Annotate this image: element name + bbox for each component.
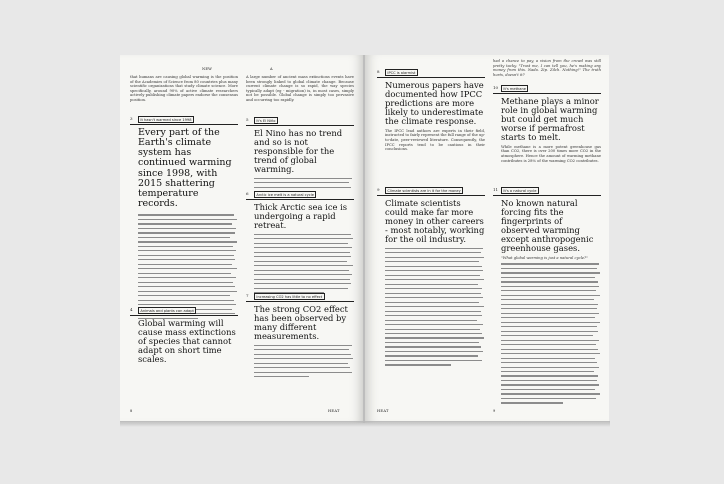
item-number: 11 <box>493 187 499 192</box>
item-number: 4 <box>130 307 133 312</box>
body-text-block <box>385 248 485 366</box>
item-4 <box>130 307 238 366</box>
item-tag: It's a natural cycle <box>501 187 539 194</box>
divider <box>493 195 601 196</box>
divider <box>130 315 238 316</box>
item-headline: Every part of the Earth's climate system has continued warming since 1998, with 2015 shattering temperature records. <box>138 126 232 210</box>
item-tag: It hasn't warmed since 1998 <box>138 116 194 123</box>
divider <box>246 301 354 302</box>
right-folio: 9 <box>493 409 496 413</box>
page-shadow <box>120 421 610 427</box>
item-number: 7 <box>246 293 249 298</box>
intro-text: that humans are causing global warming is the position of the Academies of Science from 80 countries plus many scientific organizations that study climate science. More specifically, around 90% of active climate researchers actively publishing climate papers endorse the consensus position. <box>130 75 238 102</box>
item-number: 5 <box>246 117 249 122</box>
item-tag: Arctic ice melt is a natural cycle <box>254 191 316 198</box>
right-page <box>365 55 609 423</box>
divider <box>246 125 354 126</box>
item-headline: No known natural forcing fits the fingerprints of observed warming except anthropogenic greenhouse gases. <box>501 197 594 253</box>
right-folio-label: HEAT <box>377 409 389 413</box>
item-tag: IPCC is alarmist <box>385 69 418 76</box>
item-tag: It's methane <box>501 85 528 92</box>
magazine-spread <box>120 55 610 425</box>
body-text-block <box>138 214 238 318</box>
natural-cycle-quote: "What global warming is just a natural cycle?" <box>501 255 588 260</box>
item-9 <box>377 187 485 369</box>
item-5 <box>246 117 354 196</box>
item-tag: It's El Niño <box>254 117 278 124</box>
item-tag: Increasing CO2 has little to no effect <box>254 293 325 300</box>
item-8 <box>377 69 485 152</box>
item-number: 6 <box>246 191 249 196</box>
top-quote: had a chance to pay, a vision from the crowd was still pretty tacky. "Trust me, I can tell you, he's making any money from this. Nada. Zip. Zilch. Nothing!" The truth hurts, doesn't it? <box>493 59 601 77</box>
left-page <box>120 55 364 423</box>
body-text-block <box>254 234 354 293</box>
item-11 <box>493 187 601 407</box>
divider <box>493 93 601 94</box>
left-folio-label: HEAT <box>328 409 340 413</box>
divider <box>246 199 354 200</box>
item-number: 10 <box>493 85 499 90</box>
item-number: 8 <box>377 69 380 74</box>
item-number: 9 <box>377 187 380 192</box>
left-folio: 8 <box>130 409 133 413</box>
body-text-block <box>501 263 601 403</box>
extinction-text: A large number of ancient mass extinctions events have been strongly linked to global climate change. Because current climate change is so rapid, the way species typically adapt (eg - migration) is, in most cases, simply not be possible. Global change is simply too pervasive and occurring too rapidly. <box>246 75 354 102</box>
divider <box>377 77 485 78</box>
divider <box>130 124 238 125</box>
item-headline: Global warming will cause mass extinctions of species that cannot adapt on short time scales. <box>138 317 236 364</box>
item-headline: Climate scientists could make far more money in other careers - most notably, working for the oil industry. <box>385 197 485 244</box>
divider <box>377 195 485 196</box>
body-text-block <box>254 345 354 378</box>
item-headline: El Nino has no trend and so is not responsible for the trend of global warming. <box>254 127 343 174</box>
item-6 <box>246 191 354 297</box>
methane-text: While methane is a more potent greenhouse gas than CO2, there is over 200 times more CO2 in the atmosphere. Hence the amount of warming methane contributes is 28% of the warming CO2 contributes. <box>501 144 601 163</box>
item-3 <box>130 116 238 322</box>
item-headline: The strong CO2 effect has been observed by many different measurements. <box>254 303 348 341</box>
left-header-num: A <box>270 67 273 71</box>
item-headline: Methane plays a minor role in global warming but could get much worse if permafrost starts to melt. <box>501 95 599 142</box>
item-number: 3 <box>130 116 133 121</box>
ipcc-text: The IPCC lead authors are experts in their field, instructed to fairly represent the full range of the up-to-date, peer-reviewed literature. Consequently, the IPCC reports tend to be cautious in their conclusions. <box>385 128 485 152</box>
item-tag: Climate scientists are in it for the money <box>385 187 463 194</box>
item-7 <box>246 293 354 381</box>
left-header-tag: NEW <box>202 67 213 71</box>
item-10 <box>493 85 601 163</box>
item-headline: Numerous papers have documented how IPCC predictions are more likely to underestimate the climate response. <box>385 79 484 126</box>
item-tag: Animals and plants can adapt <box>138 307 196 314</box>
item-headline: Thick Arctic sea ice is undergoing a rapid retreat. <box>254 201 348 230</box>
